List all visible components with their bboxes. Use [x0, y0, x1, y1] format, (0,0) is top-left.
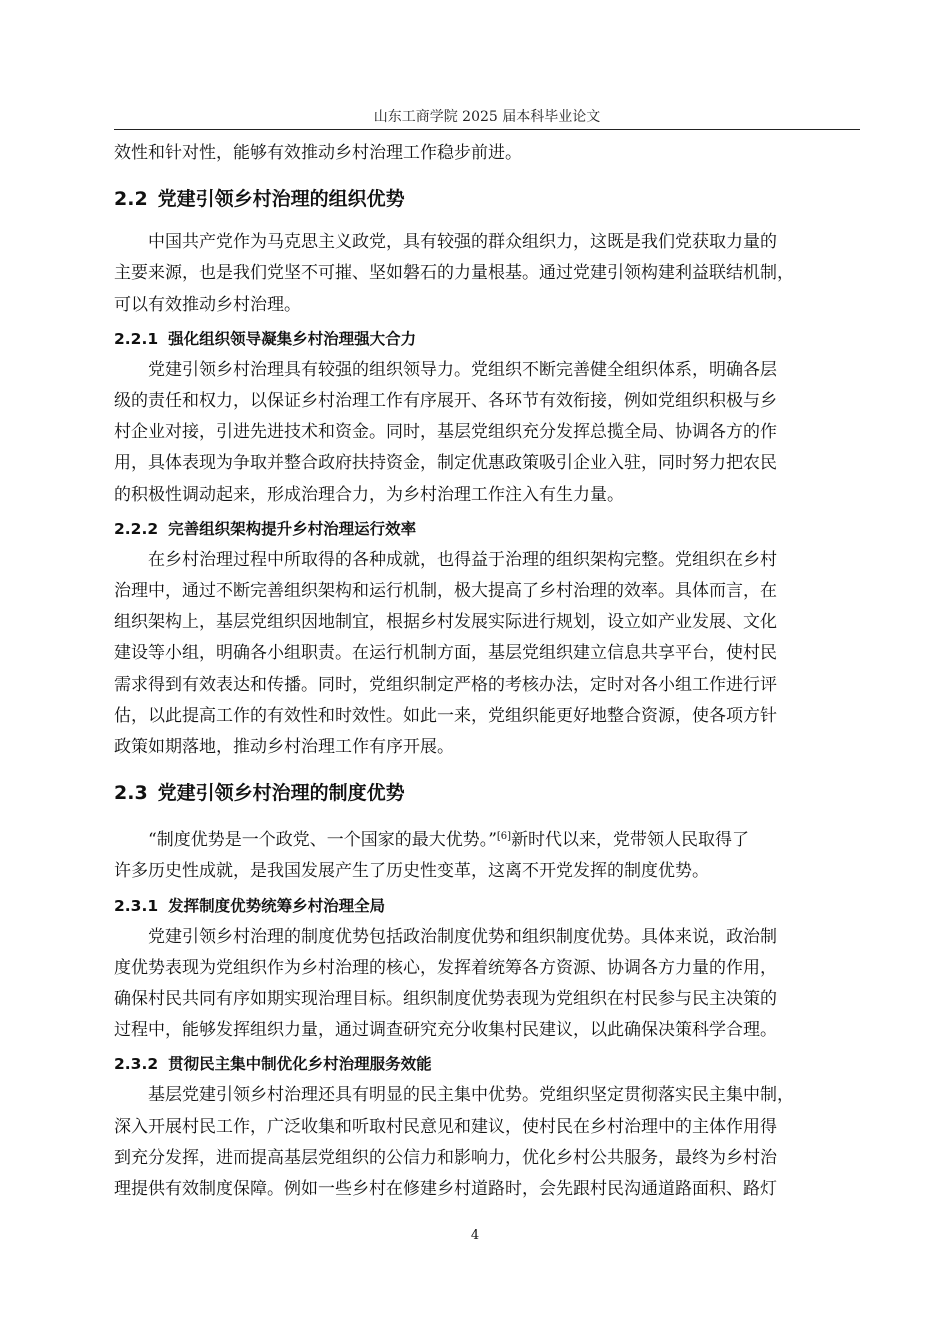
page-number: 4 — [470, 1228, 480, 1243]
text-line: 许多历史性成就，是我国发展产生了历史性变革，这离不开党发挥的制度优势。 — [114, 861, 709, 882]
text-continuation: 新时代以来，党带领人民取得了 — [511, 830, 750, 851]
section-heading-2-3 — [114, 779, 860, 807]
text-line: 度优势表现为党组织作为乡村治理的核心，发挥着统筹各方资源、协调各方力量的作用， — [114, 957, 777, 978]
quote-text: “制度优势是一个政党、一个国家的最大优势。” — [114, 830, 497, 851]
paragraph-intro-tail — [114, 138, 860, 169]
text-line: 的积极性调动起来，形成治理合力，为乡村治理工作注入有生力量。 — [114, 484, 624, 505]
text-line: 村企业对接，引进先进技术和资金。同时，基层党组织充分发挥总揽全局、协调各方的作 — [114, 422, 777, 443]
page-header: 山东工商学院 2025 届本科毕业论文 — [373, 109, 601, 125]
subsection-number: 2.2.2 — [114, 519, 159, 538]
header-divider — [114, 129, 860, 130]
subsection-title: 完善组织架构提升乡村治理运行效率 — [168, 519, 417, 538]
subsection-number: 2.3.1 — [114, 896, 159, 915]
subsection-heading-2-3-1 — [114, 894, 860, 918]
text-line: 政策如期落地，推动乡村治理工作有序开展。 — [114, 737, 454, 758]
citation-reference[interactable]: [6] — [496, 831, 512, 843]
text-line: 过程中，能够发挥组织力量，通过调查研究充分收集村民建议，以此确保决策科学合理。 — [114, 1020, 777, 1041]
text-line: 基层党建引领乡村治理还具有明显的民主集中优势。党组织坚定贯彻落实民主集中制， — [114, 1085, 794, 1106]
section-heading-2-2 — [114, 185, 860, 213]
text-line: 中国共产党作为马克思主义政党，具有较强的群众组织力，这既是我们党获取力量的 — [114, 232, 777, 253]
text-line: 在乡村治理过程中所取得的各种成就，也得益于治理的组织架构完整。党组织在乡村 — [114, 549, 777, 570]
text-line: 需求得到有效表达和传播。同时，党组织制定严格的考核办法，定时对各小组工作进行评 — [114, 674, 777, 695]
text-line: 可以有效推动乡村治理。 — [114, 294, 301, 315]
text-line: 用，具体表现为争取并整合政府扶持资金，制定优惠政策吸引企业入驻，同时努力把农民 — [114, 453, 777, 474]
text-line: 治理中，通过不断完善组织架构和运行机制，极大提高了乡村治理的效率。具体而言，在 — [114, 581, 777, 602]
paragraph-2-3-1 — [114, 922, 860, 1047]
text-line: 建设等小组，明确各小组职责。在运行机制方面，基层党组织建立信息共享平台，使村民 — [114, 643, 777, 664]
paragraph-2-2 — [114, 227, 860, 321]
section-title: 党建引领乡村治理的组织优势 — [157, 188, 405, 211]
paragraph-2-2-1 — [114, 355, 860, 511]
subsection-heading-2-2-2 — [114, 517, 860, 541]
text-line: 深入开展村民工作，广泛收集和听取村民意见和建议，使村民在乡村治理中的主体作用得 — [114, 1116, 777, 1137]
subsection-number: 2.2.1 — [114, 329, 159, 348]
text-line: 理提供有效制度保障。例如一些乡村在修建乡村道路时，会先跟村民沟通道路面积、路灯 — [114, 1179, 777, 1200]
subsection-title: 强化组织领导凝集乡村治理强大合力 — [168, 329, 417, 348]
text-line: 主要来源，也是我们党坚不可摧、坚如磐石的力量根基。通过党建引领构建利益联结机制， — [114, 263, 794, 284]
subsection-heading-2-3-2 — [114, 1052, 860, 1076]
subsection-title: 贯彻民主集中制优化乡村治理服务效能 — [168, 1055, 432, 1074]
subsection-heading-2-2-1 — [114, 327, 860, 351]
text-line: 估，以此提高工作的有效性和时效性。如此一来，党组织能更好地整合资源，使各项方针 — [114, 705, 777, 726]
text-line: 确保村民共同有序如期实现治理目标。组织制度优势表现为党组织在村民参与民主决策的 — [114, 989, 777, 1010]
text-line: 党建引领乡村治理的制度优势包括政治制度优势和组织制度优势。具体来说，政治制 — [114, 926, 777, 947]
subsection-number: 2.3.2 — [114, 1055, 159, 1074]
paragraph-2-3 — [114, 821, 860, 887]
text-line: 党建引领乡村治理具有较强的组织领导力。党组织不断完善健全组织体系，明确各层 — [114, 359, 777, 380]
document-body — [114, 138, 860, 1205]
paragraph-2-3-2 — [114, 1080, 860, 1205]
text-line: 组织架构上，基层党组织因地制宜，根据乡村发展实际进行规划，设立如产业发展、文化 — [114, 612, 777, 633]
text-line: 级的责任和权力，以保证乡村治理工作有序展开、各环节有效衔接，例如党组织积极与乡 — [114, 391, 777, 412]
text-line: 到充分发挥，进而提高基层党组织的公信力和影响力，优化乡村公共服务，最终为乡村治 — [114, 1147, 777, 1168]
text-line — [114, 821, 860, 856]
paragraph-2-2-2 — [114, 545, 860, 763]
section-number: 2.2 — [114, 188, 148, 211]
section-title: 党建引领乡村治理的制度优势 — [157, 782, 405, 805]
section-number: 2.3 — [114, 782, 148, 805]
subsection-title: 发挥制度优势统筹乡村治理全局 — [168, 896, 386, 915]
text-line: 效性和针对性，能够有效推动乡村治理工作稳步前进。 — [114, 143, 522, 163]
